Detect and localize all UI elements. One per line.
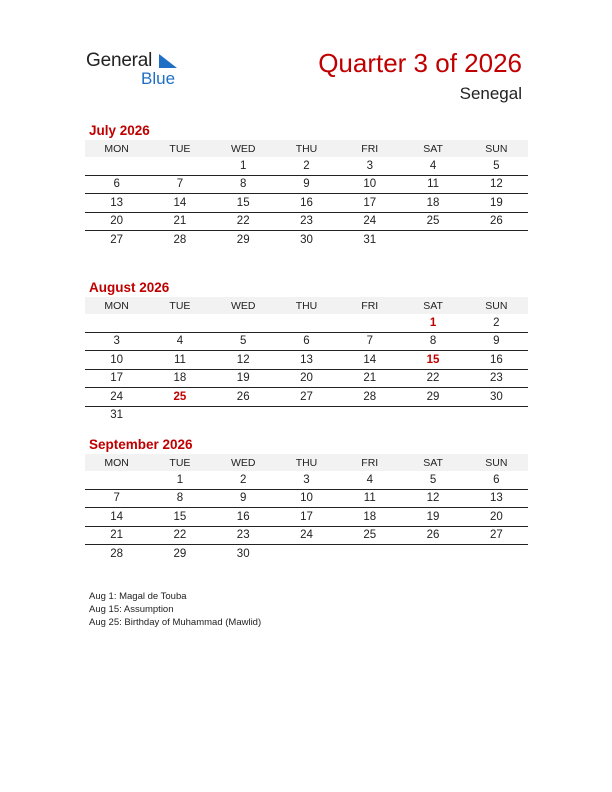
day-cell: 4 <box>338 471 401 489</box>
day-cell: 21 <box>85 526 148 545</box>
week-row <box>85 508 528 527</box>
day-cell: 9 <box>275 175 338 194</box>
logo-text-blue: Blue <box>141 69 176 88</box>
week-row <box>85 175 528 194</box>
week-row <box>85 545 528 563</box>
day-cell: 19 <box>401 508 464 527</box>
weekday-header: FRI <box>338 140 401 157</box>
day-cell: 6 <box>465 471 528 489</box>
day-cell: 14 <box>338 351 401 370</box>
weekday-header: FRI <box>338 454 401 471</box>
day-cell: 14 <box>148 194 211 213</box>
day-cell: 27 <box>110 233 124 246</box>
weekday-header: SUN <box>465 297 528 314</box>
month-title: September 2026 <box>89 437 193 452</box>
day-cell: 16 <box>275 194 338 213</box>
weekday-header: THU <box>275 140 338 157</box>
day-cell: 15 <box>212 194 275 213</box>
weekday-header: MON <box>85 297 148 314</box>
day-cell: 18 <box>401 194 464 213</box>
week-row <box>85 471 528 489</box>
day-cell: 7 <box>85 489 148 508</box>
holiday-notes <box>89 590 261 629</box>
empty-day-cell <box>465 406 528 424</box>
day-cell: 24 <box>338 212 401 231</box>
day-cell: 8 <box>212 175 275 194</box>
weekday-header: MON <box>85 140 148 157</box>
day-cell: 22 <box>148 526 211 545</box>
weekday-header: TUE <box>148 454 211 471</box>
day-cell: 28 <box>110 547 124 560</box>
day-cell: 8 <box>401 332 464 351</box>
day-cell: 24 <box>275 526 338 545</box>
day-cell: 1 <box>212 157 275 175</box>
day-cell: 31 <box>363 233 377 246</box>
empty-day-cell <box>338 406 401 424</box>
week-row <box>85 406 528 424</box>
weekday-header: WED <box>212 297 275 314</box>
month-title: July 2026 <box>89 123 150 138</box>
day-cell: 25 <box>148 388 211 407</box>
day-cell: 10 <box>338 175 401 194</box>
day-cell: 1 <box>401 314 464 332</box>
day-cell: 25 <box>338 526 401 545</box>
day-cell: 11 <box>148 351 211 370</box>
day-cell: 30 <box>236 547 250 560</box>
day-cell: 13 <box>465 489 528 508</box>
weekday-header: SUN <box>465 140 528 157</box>
day-cell: 6 <box>275 332 338 351</box>
day-cell: 3 <box>85 332 148 351</box>
weekday-header: THU <box>275 454 338 471</box>
day-cell: 20 <box>465 508 528 527</box>
day-cell: 9 <box>465 332 528 351</box>
day-cell: 29 <box>401 388 464 407</box>
holiday-note: Aug 25: Birthday of Muhammad (Mawlid) <box>89 617 262 628</box>
week-row <box>85 231 528 249</box>
month-july <box>85 123 528 249</box>
day-cell: 5 <box>401 471 464 489</box>
weekday-header-row <box>85 297 528 314</box>
weekday-header: SAT <box>401 454 464 471</box>
weekday-header-row <box>85 140 528 157</box>
month-title: August 2026 <box>89 280 170 295</box>
day-cell: 31 <box>110 409 124 422</box>
weekday-header: SAT <box>401 297 464 314</box>
week-row <box>85 526 528 545</box>
empty-day-cell <box>85 157 148 175</box>
generalblue-logo <box>86 50 196 90</box>
day-cell: 12 <box>212 351 275 370</box>
day-cell: 10 <box>85 351 148 370</box>
day-cell: 25 <box>401 212 464 231</box>
day-cell: 13 <box>85 194 148 213</box>
day-cell: 7 <box>338 332 401 351</box>
weekday-header: FRI <box>338 297 401 314</box>
day-cell: 27 <box>275 388 338 407</box>
holiday-note: Aug 15: Assumption <box>89 604 174 615</box>
day-cell: 26 <box>401 526 464 545</box>
day-cell: 24 <box>85 388 148 407</box>
day-cell: 21 <box>338 369 401 388</box>
day-cell: 12 <box>465 175 528 194</box>
empty-day-cell <box>148 157 211 175</box>
week-row <box>85 157 528 175</box>
day-cell: 12 <box>401 489 464 508</box>
weekday-header: TUE <box>148 140 211 157</box>
calendar-table <box>85 454 528 563</box>
day-cell: 26 <box>212 388 275 407</box>
day-cell: 23 <box>465 369 528 388</box>
weekday-header: WED <box>212 140 275 157</box>
week-row <box>85 369 528 388</box>
holiday-note: Aug 1: Magal de Touba <box>89 591 187 602</box>
week-row <box>85 212 528 231</box>
day-cell: 2 <box>275 157 338 175</box>
week-row <box>85 489 528 508</box>
empty-day-cell <box>212 314 275 332</box>
weekday-header-row <box>85 454 528 471</box>
day-cell: 15 <box>401 351 464 370</box>
weekday-header: THU <box>275 297 338 314</box>
weekday-header: WED <box>212 454 275 471</box>
day-cell: 16 <box>212 508 275 527</box>
day-cell: 5 <box>465 157 528 175</box>
day-cell: 4 <box>148 332 211 351</box>
day-cell: 2 <box>212 471 275 489</box>
empty-day-cell <box>338 545 401 563</box>
empty-day-cell <box>465 231 528 249</box>
logo-flag-icon <box>159 54 177 68</box>
day-cell: 17 <box>275 508 338 527</box>
day-cell: 3 <box>275 471 338 489</box>
day-cell: 18 <box>148 369 211 388</box>
day-cell: 8 <box>148 489 211 508</box>
weekday-header: MON <box>85 454 148 471</box>
day-cell: 19 <box>465 194 528 213</box>
day-cell: 28 <box>338 388 401 407</box>
day-cell: 17 <box>85 369 148 388</box>
empty-day-cell <box>401 406 464 424</box>
weekday-header: SUN <box>465 454 528 471</box>
empty-day-cell <box>85 471 148 489</box>
day-cell: 13 <box>275 351 338 370</box>
week-row <box>85 332 528 351</box>
empty-day-cell <box>85 314 148 332</box>
calendar-table <box>85 297 528 424</box>
week-row <box>85 314 528 332</box>
day-cell: 7 <box>148 175 211 194</box>
empty-day-cell <box>401 231 464 249</box>
day-cell: 23 <box>275 212 338 231</box>
empty-day-cell <box>275 545 338 563</box>
day-cell: 28 <box>173 233 187 246</box>
day-cell: 21 <box>148 212 211 231</box>
day-cell: 22 <box>212 212 275 231</box>
day-cell: 23 <box>212 526 275 545</box>
month-august <box>85 280 528 424</box>
week-row <box>85 194 528 213</box>
day-cell: 17 <box>338 194 401 213</box>
day-cell: 20 <box>275 369 338 388</box>
weekday-header: TUE <box>148 297 211 314</box>
day-cell: 5 <box>212 332 275 351</box>
day-cell: 1 <box>148 471 211 489</box>
logo-text-general: General <box>86 50 153 71</box>
empty-day-cell <box>148 314 211 332</box>
empty-day-cell <box>401 545 464 563</box>
day-cell: 9 <box>212 489 275 508</box>
day-cell: 19 <box>212 369 275 388</box>
country-name: Senegal <box>459 84 522 103</box>
day-cell: 10 <box>275 489 338 508</box>
empty-day-cell <box>275 314 338 332</box>
day-cell: 26 <box>465 212 528 231</box>
empty-day-cell <box>275 406 338 424</box>
day-cell: 4 <box>401 157 464 175</box>
empty-day-cell <box>465 545 528 563</box>
day-cell: 14 <box>85 508 148 527</box>
day-cell: 2 <box>465 314 528 332</box>
month-september <box>85 437 528 563</box>
day-cell: 11 <box>338 489 401 508</box>
weekday-header: SAT <box>401 140 464 157</box>
empty-day-cell <box>148 406 211 424</box>
empty-day-cell <box>212 406 275 424</box>
day-cell: 30 <box>300 233 313 246</box>
day-cell: 22 <box>401 369 464 388</box>
day-cell: 11 <box>401 175 464 194</box>
day-cell: 20 <box>85 212 148 231</box>
week-row <box>85 351 528 370</box>
page-title: Quarter 3 of 2026 <box>318 48 522 78</box>
day-cell: 18 <box>338 508 401 527</box>
day-cell: 27 <box>465 526 528 545</box>
day-cell: 16 <box>465 351 528 370</box>
calendar-table <box>85 140 528 249</box>
day-cell: 15 <box>148 508 211 527</box>
week-row <box>85 388 528 407</box>
day-cell: 30 <box>465 388 528 407</box>
day-cell: 3 <box>338 157 401 175</box>
empty-day-cell <box>338 314 401 332</box>
day-cell: 6 <box>85 175 148 194</box>
day-cell: 29 <box>173 547 187 560</box>
day-cell: 29 <box>236 233 250 246</box>
